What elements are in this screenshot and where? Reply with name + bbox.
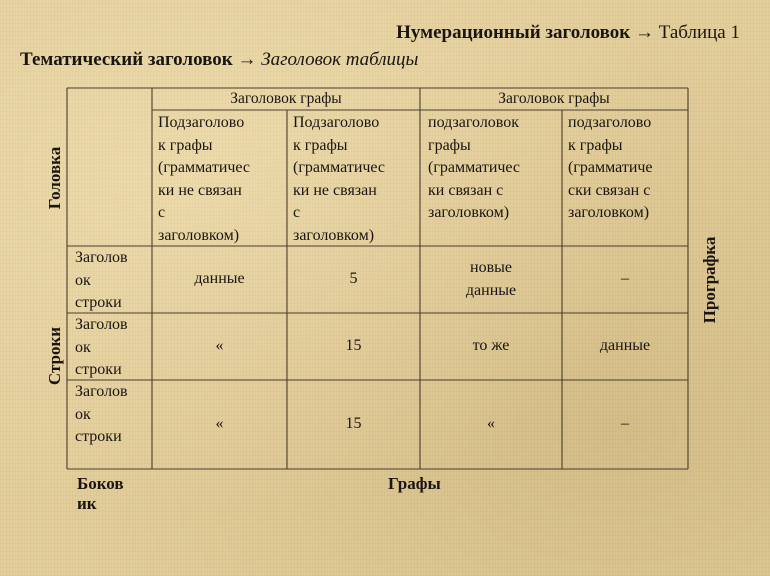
row-stub-line: ок — [75, 338, 91, 356]
row-stub-line: Заголов — [75, 316, 128, 333]
subheader-4-line: к графы — [568, 136, 623, 154]
subheader-1 — [158, 112, 282, 247]
row-stub-line: ок — [75, 405, 91, 423]
subheader-3 — [428, 112, 556, 225]
subheader-3-line: заголовком) — [428, 204, 510, 221]
stub-label-line: Боков — [77, 474, 124, 493]
subheader-3-line: ки связан с — [428, 181, 504, 199]
subheader-2-line: заголовком) — [293, 226, 375, 244]
rows-label: Строки — [45, 326, 64, 386]
row-1-cell-4 — [562, 246, 688, 313]
cell-line: то же — [472, 337, 510, 355]
numbering-label: Нумерационный заголовок — [396, 22, 631, 43]
row-1-cell-3 — [420, 246, 562, 313]
cell-line: новые — [470, 259, 512, 276]
row-2-cell-3 — [420, 313, 562, 380]
row-2-cell-2 — [287, 313, 420, 380]
cell-line: – — [621, 270, 629, 288]
stub-label-line: ик — [77, 494, 97, 513]
cell-line: 5 — [349, 270, 358, 288]
row-3-cell-1 — [152, 380, 287, 469]
subheader-1-line: к графы — [158, 136, 213, 154]
cell-line: данные — [194, 270, 245, 288]
subheader-2-line: ки не связан — [293, 181, 377, 199]
subheader-1-line: заголовком) — [158, 226, 240, 244]
row-3-stub — [75, 381, 151, 449]
subheader-4-line: заголовком) — [568, 204, 650, 221]
subheader-1-line: (грамматичес — [158, 159, 251, 176]
cell-line: « — [215, 337, 224, 355]
numbering-value: Таблица 1 — [658, 22, 740, 43]
row-2-cell-4 — [562, 313, 688, 380]
row-stub-line: ок — [75, 271, 91, 289]
row-stub-line: Заголов — [75, 249, 128, 266]
row-1-cell-2 — [287, 246, 420, 313]
cell-line: данные — [465, 281, 517, 299]
columns-label: Графы — [388, 474, 441, 493]
subheader-2 — [293, 112, 415, 247]
column-header-1: Заголовок графы — [230, 89, 342, 107]
prograph-label: Прографка — [700, 236, 719, 324]
row-3-cell-4 — [562, 380, 688, 469]
row-stub-line: Заголов — [75, 383, 128, 400]
subheader-1-line: Подзаголово — [158, 114, 245, 131]
stub-label — [77, 474, 124, 514]
thematic-label: Тематический заголовок — [20, 49, 233, 70]
row-stub-line: строки — [75, 361, 122, 378]
cell-line: – — [621, 415, 629, 433]
subheader-3-line: графы — [428, 136, 471, 154]
subheader-2-line: Подзаголово — [293, 114, 380, 131]
subheader-2-line: к графы — [293, 136, 348, 154]
row-2-stub — [75, 314, 151, 382]
thematic-arrow: → — [237, 49, 257, 70]
subheader-4-line: подзаголово — [568, 114, 652, 131]
subheader-2-line: с — [293, 204, 301, 221]
numbering-heading — [396, 22, 740, 44]
thematic-value: Заголовок таблицы — [261, 49, 419, 70]
numbering-arrow: → — [634, 22, 654, 43]
thematic-heading — [20, 49, 418, 71]
subheader-3-line: подзаголовок — [428, 114, 520, 131]
subheader-4-line: ски связан с — [568, 181, 651, 199]
subheader-4 — [568, 112, 683, 225]
subheader-4-line: (грамматиче — [568, 159, 653, 176]
cell-line: « — [215, 415, 224, 433]
row-stub-line: строки — [75, 428, 122, 445]
row-1-cell-1 — [152, 246, 287, 313]
subheader-2-line: (грамматичес — [293, 159, 386, 176]
cell-line: « — [487, 415, 495, 433]
column-header-2: Заголовок графы — [498, 89, 610, 107]
subheader-1-line: ки не связан — [158, 181, 242, 199]
cell-line: 15 — [345, 337, 362, 355]
subheader-1-line: с — [158, 204, 166, 221]
row-2-cell-1 — [152, 313, 287, 380]
cell-line: данные — [599, 337, 651, 355]
row-stub-line: строки — [75, 294, 122, 311]
row-3-cell-2 — [287, 380, 420, 469]
row-1-stub — [75, 247, 151, 315]
row-3-cell-3 — [420, 380, 562, 469]
head-label: Головка — [45, 146, 64, 210]
cell-line: 15 — [345, 415, 362, 433]
subheader-3-line: (грамматичес — [428, 159, 521, 176]
